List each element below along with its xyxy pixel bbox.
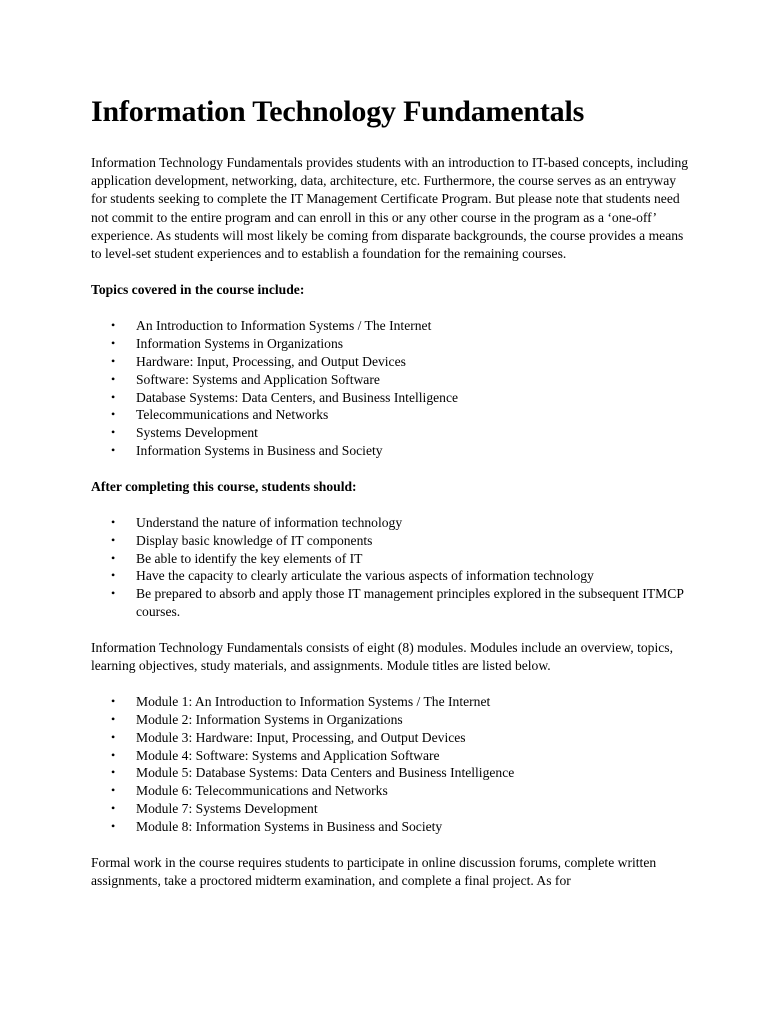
topics-list	[91, 317, 691, 459]
list-item: • Be able to identify the key elements of IT	[111, 550, 363, 566]
bullet-icon: •	[111, 765, 116, 780]
topics-heading: Topics covered in the course include:	[91, 282, 305, 298]
bullet-icon: •	[111, 747, 116, 762]
bullet-icon: •	[111, 336, 116, 351]
bullet-icon: •	[111, 443, 116, 457]
list-item: • Module 1: An Introduction to Information Systems / The Internet	[111, 694, 491, 710]
document-page	[91, 92, 691, 908]
list-item: • Telecommunications and Networks	[111, 407, 329, 423]
list-item: • Module 8: Information Systems in Business and Society	[111, 818, 443, 834]
bullet-icon: •	[111, 532, 116, 547]
list-item: • Hardware: Input, Processing, and Output Devices	[111, 354, 406, 370]
list-item: • Systems Development	[111, 425, 258, 441]
bullet-icon: •	[111, 425, 116, 440]
list-item: • Information Systems in Organizations	[111, 336, 344, 352]
bullet-icon: •	[111, 729, 116, 744]
bullet-icon: •	[111, 407, 116, 422]
bullet-icon: •	[111, 389, 116, 404]
list-item: • Module 7: Systems Development	[111, 800, 318, 816]
bullet-icon: •	[111, 318, 116, 333]
list-item: • Database Systems: Data Centers, and Business Intelligence	[111, 389, 459, 405]
bullet-icon: •	[111, 371, 116, 386]
bullet-icon: •	[111, 586, 116, 601]
outcomes-list	[91, 514, 691, 621]
modules-intro-paragraph: Information Technology Fundamentals consists of eight (8) modules. Modules include an overview, topics, learning objectives, study materials, and assignments. Module titles are listed below.	[91, 639, 673, 673]
closing-paragraph: Formal work in the course requires students to participate in online discussion forums, complete written assignments, take a proctored midterm examination, and complete a final project. As for	[91, 854, 657, 888]
list-item: • Information Systems in Business and Society	[111, 443, 383, 458]
list-item: • Module 4: Software: Systems and Application Software	[111, 747, 440, 763]
list-item: • Understand the nature of information technology	[111, 515, 403, 530]
bullet-icon: •	[111, 818, 116, 833]
bullet-icon: •	[111, 568, 116, 583]
list-item: • Software: Systems and Application Software	[111, 371, 380, 387]
list-item: • An Introduction to Information Systems / The Internet	[111, 318, 432, 334]
bullet-icon: •	[111, 694, 116, 709]
list-item: • Module 5: Database Systems: Data Centers and Business Intelligence	[111, 765, 515, 781]
bullet-icon: •	[111, 783, 116, 798]
bullet-icon: •	[111, 515, 116, 529]
modules-list	[91, 693, 691, 835]
bullet-icon: •	[111, 711, 116, 726]
list-item: • Be prepared to absorb and apply those IT management principles explored in the subsequent ITMCP courses.	[111, 586, 684, 619]
list-item: • Display basic knowledge of IT components	[111, 532, 373, 548]
bullet-icon: •	[111, 550, 116, 565]
bullet-icon: •	[111, 354, 116, 369]
intro-paragraph: Information Technology Fundamentals provides students with an introduction to IT-based concepts, including application development, networking, data, architecture, etc. Furthermore, the course serves as an entryway for students seeking to complete the IT Management Certificate Program. But please note that students need not commit to the entire program and can enroll in this or any other course in the program as a ‘one-off’ experience. As students will most likely be coming from disparate backgrounds, the course provides a means to level-set student experiences and to establish a foundation for the remaining courses.	[91, 155, 689, 262]
bullet-icon: •	[111, 800, 116, 815]
list-item: • Module 3: Hardware: Input, Processing, and Output Devices	[111, 729, 466, 745]
page-title: Information Technology Fundamentals	[91, 95, 585, 128]
outcomes-heading: After completing this course, students should:	[91, 478, 357, 494]
list-item: • Have the capacity to clearly articulate the various aspects of information technology	[111, 568, 594, 584]
list-item: • Module 2: Information Systems in Organizations	[111, 711, 403, 727]
list-item: • Module 6: Telecommunications and Networks	[111, 783, 388, 799]
